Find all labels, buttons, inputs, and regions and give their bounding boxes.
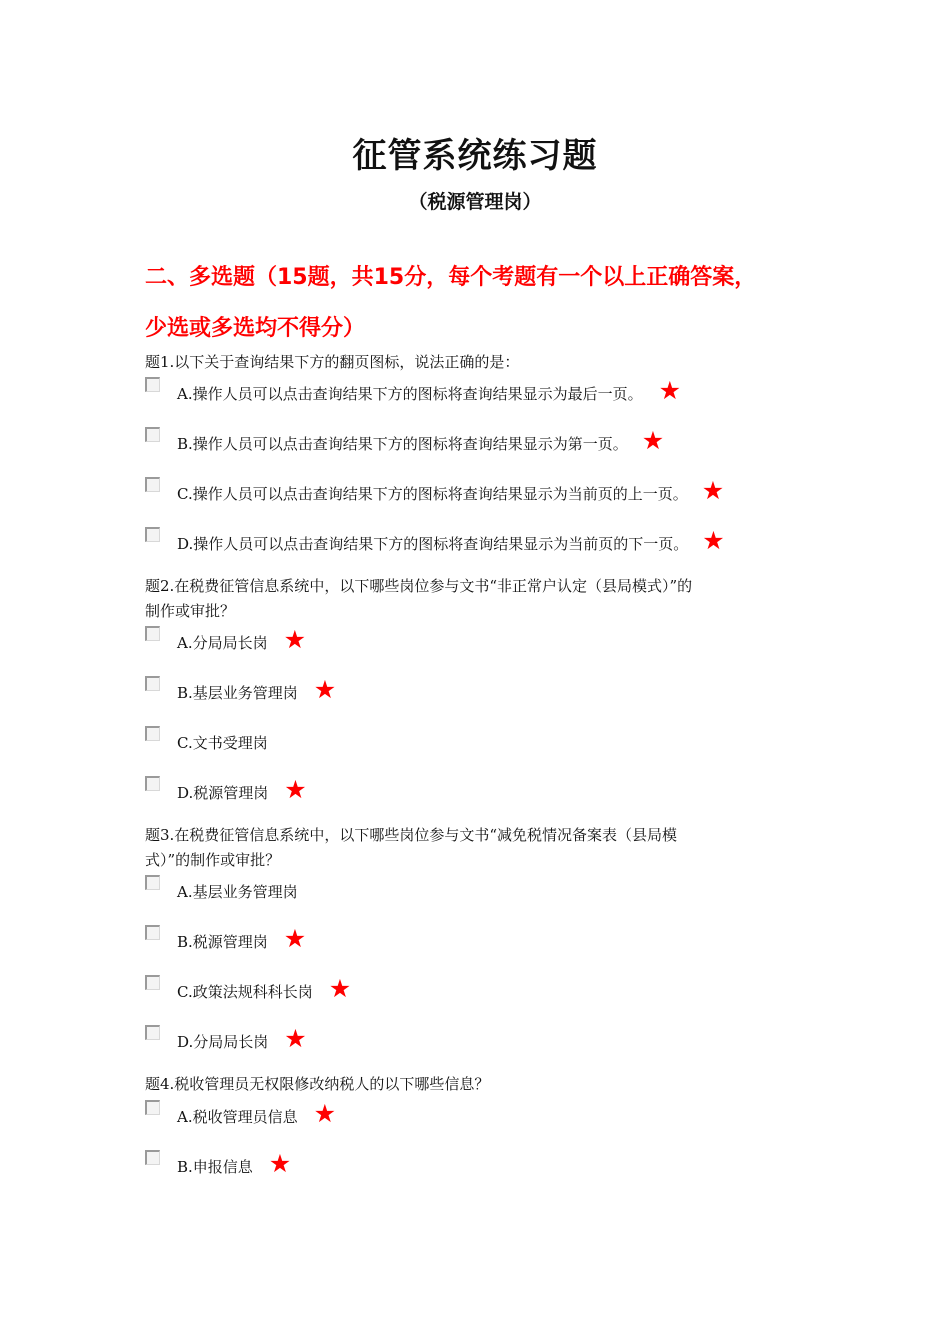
question-2-option-b[interactable]	[145, 676, 336, 706]
option-label: C.政策法规科科长岗	[177, 983, 313, 1001]
question-4-option-b[interactable]	[145, 1150, 291, 1180]
checkbox[interactable]	[145, 925, 160, 940]
checkbox[interactable]	[145, 626, 160, 641]
star-icon: ★	[283, 625, 307, 654]
question-4-text: 题4.税收管理员无权限修改纳税人的以下哪些信息？	[145, 1075, 490, 1093]
option-label: D.税源管理岗	[177, 784, 269, 802]
star-icon: ★	[702, 526, 725, 555]
checkbox[interactable]	[145, 726, 160, 741]
checkbox[interactable]	[145, 427, 160, 442]
checkbox[interactable]	[145, 776, 160, 791]
question-1-option-d[interactable]	[145, 527, 725, 557]
star-icon: ★	[313, 1099, 337, 1128]
question-3-option-b[interactable]	[145, 925, 306, 955]
option-label: B.操作人员可以点击查询结果下方的图标将查询结果显示为第一页。	[177, 435, 628, 453]
question-3-text-line2: 式）”的制作或审批？	[145, 851, 281, 869]
option-label: A.基层业务管理岗	[177, 883, 298, 901]
option-label: A.分局局长岗	[177, 634, 268, 652]
star-icon: ★	[641, 426, 665, 455]
question-3-text-line1: 题3.在税费征管信息系统中，以下哪些岗位参与文书“减免税情况备案表（县局模	[145, 826, 677, 844]
option-label: B.申报信息	[177, 1158, 253, 1176]
option-label: A.税收管理员信息	[177, 1108, 298, 1126]
star-icon: ★	[701, 476, 725, 505]
option-label: C.文书受理岗	[177, 734, 268, 752]
question-2-option-a[interactable]	[145, 626, 306, 656]
question-3-option-d[interactable]	[145, 1025, 307, 1055]
question-3-option-c[interactable]	[145, 975, 351, 1005]
star-icon: ★	[268, 1149, 292, 1178]
question-2-text	[145, 574, 805, 624]
question-1-option-b[interactable]	[145, 427, 664, 457]
section-heading-line1: 二、多选题（15题，共15分，每个考题有一个以上正确答案，	[145, 265, 757, 290]
question-2-option-d[interactable]	[145, 776, 307, 806]
checkbox[interactable]	[145, 1100, 160, 1115]
option-label: D.操作人员可以点击查询结果下方的图标将查询结果显示为当前页的下一页。	[177, 535, 689, 553]
option-label: A.操作人员可以点击查询结果下方的图标将查询结果显示为最后一页。	[177, 385, 643, 403]
checkbox[interactable]	[145, 1150, 160, 1165]
document-subtitle: （税源管理岗）	[408, 191, 542, 213]
star-icon: ★	[284, 1024, 307, 1053]
option-label: D.分局局长岗	[177, 1033, 269, 1051]
question-3-option-a[interactable]	[145, 875, 298, 905]
question-2-option-c[interactable]	[145, 726, 268, 756]
star-icon: ★	[658, 376, 682, 405]
star-icon: ★	[284, 775, 307, 804]
checkbox[interactable]	[145, 975, 160, 990]
option-label: B.税源管理岗	[177, 933, 268, 951]
section-heading-line2: 少选或多选均不得分）	[145, 316, 366, 341]
option-label: B.基层业务管理岗	[177, 684, 298, 702]
checkbox[interactable]	[145, 477, 160, 492]
question-2-text-line1: 题2.在税费征管信息系统中，以下哪些岗位参与文书“非正常户认定（县局模式）”的	[145, 577, 693, 595]
checkbox[interactable]	[145, 527, 160, 542]
star-icon: ★	[328, 974, 352, 1003]
document-title: 征管系统练习题	[352, 136, 598, 176]
checkbox[interactable]	[145, 676, 160, 691]
checkbox[interactable]	[145, 875, 160, 890]
question-1-option-a[interactable]	[145, 377, 681, 407]
star-icon: ★	[313, 675, 337, 704]
question-3-text	[145, 823, 805, 873]
checkbox[interactable]	[145, 1025, 160, 1040]
question-1-text: 题1.以下关于查询结果下方的翻页图标，说法正确的是：	[145, 353, 520, 371]
star-icon: ★	[283, 924, 307, 953]
question-1-option-c[interactable]	[145, 477, 724, 507]
question-2-text-line2: 制作或审批？	[145, 602, 236, 620]
option-label: C.操作人员可以点击查询结果下方的图标将查询结果显示为当前页的上一页。	[177, 485, 688, 503]
checkbox[interactable]	[145, 377, 160, 392]
question-4-option-a[interactable]	[145, 1100, 336, 1130]
